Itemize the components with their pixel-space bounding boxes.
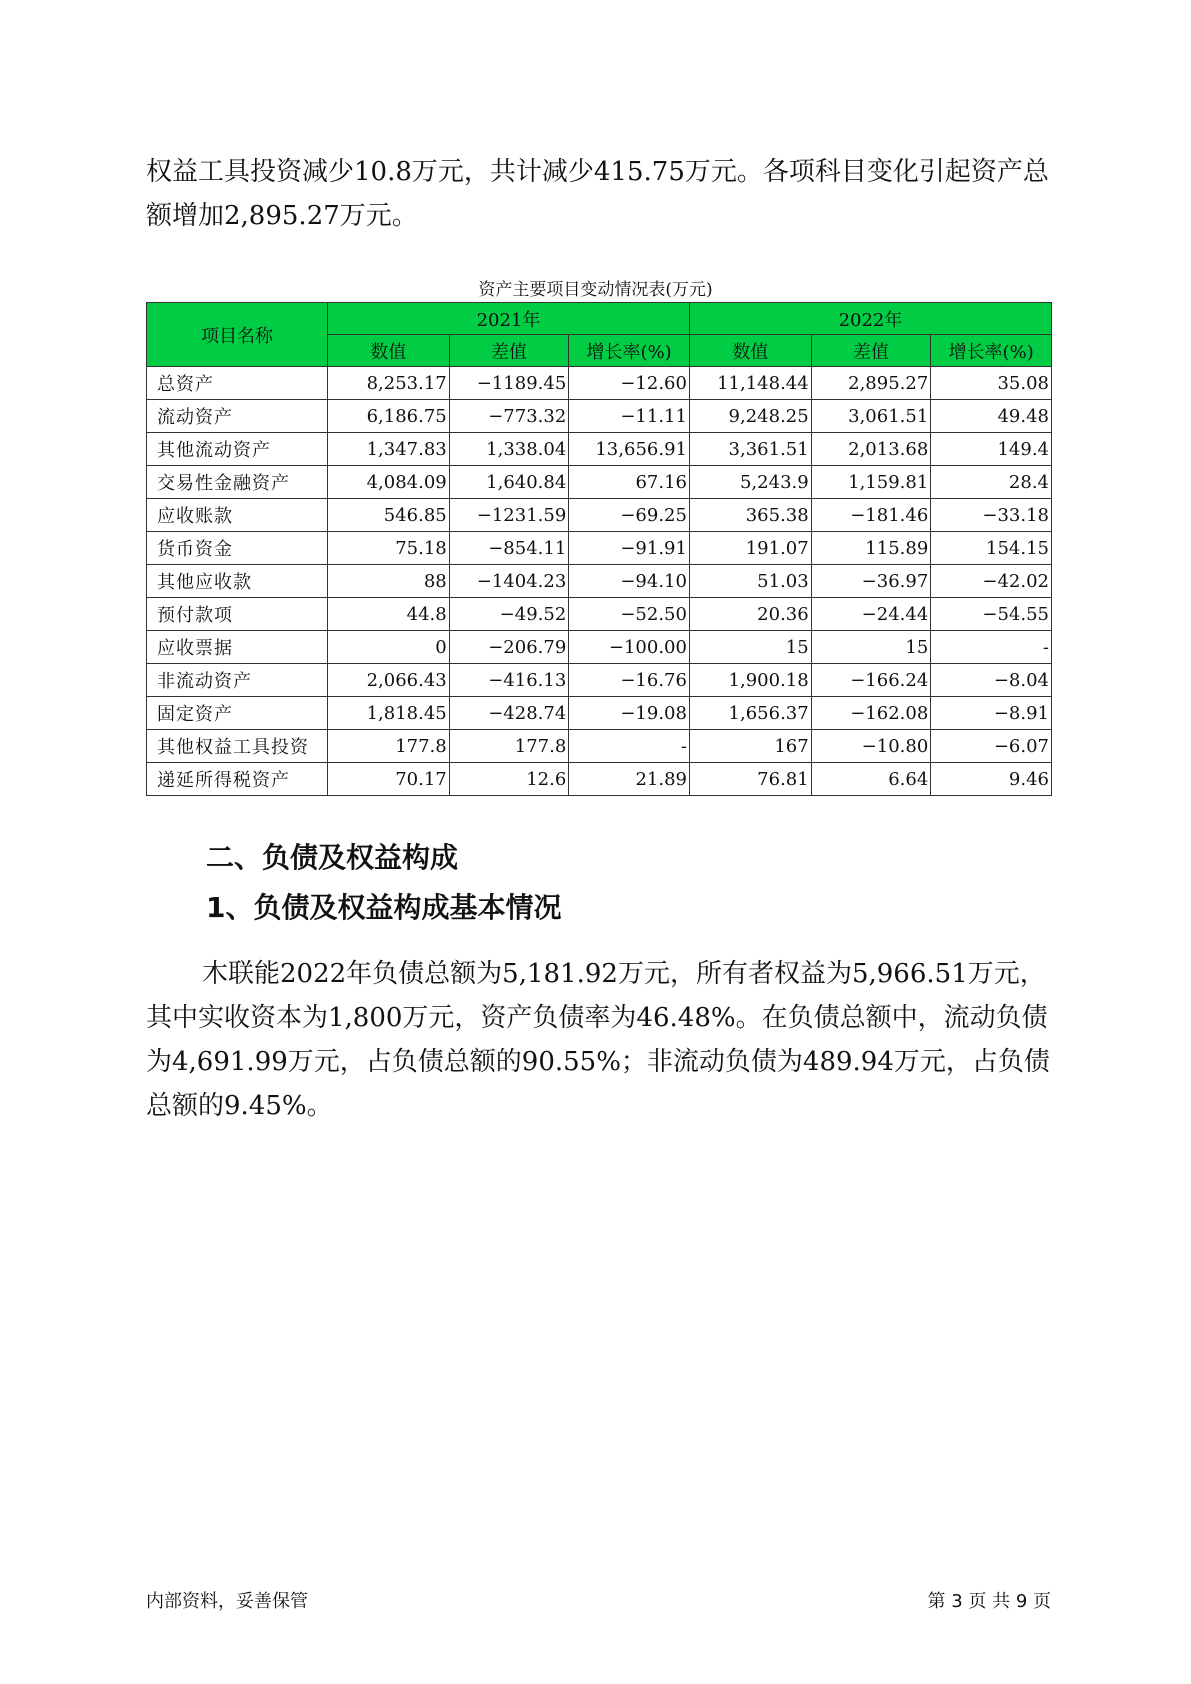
- table-row: [147, 565, 1052, 598]
- cell-diff-2021: 177.8: [449, 730, 569, 763]
- cell-growth-2022: 49.48: [931, 400, 1052, 433]
- intro-paragraph: 权益工具投资减少10.8万元，共计减少415.75万元。各项科目变化引起资产总额增加2,895.27万元。: [146, 157, 1049, 231]
- cell-growth-2021: −11.11: [569, 400, 690, 433]
- table-row: [147, 730, 1052, 763]
- table-row: [147, 400, 1052, 433]
- cell-value-2022: 1,656.37: [689, 697, 811, 730]
- table-row: [147, 433, 1052, 466]
- cell-growth-2022: 154.15: [931, 532, 1052, 565]
- cell-row-name: 交易性金融资产: [147, 466, 328, 499]
- table-row: [147, 763, 1052, 796]
- cell-growth-2021: 67.16: [569, 466, 690, 499]
- footer-page-number: 第 3 页 共 9 页: [927, 1591, 1051, 1612]
- header-item-name: 项目名称: [147, 303, 328, 367]
- cell-value-2022: 9,248.25: [689, 400, 811, 433]
- cell-diff-2021: −428.74: [449, 697, 569, 730]
- table-row: [147, 631, 1052, 664]
- cell-growth-2022: −54.55: [931, 598, 1052, 631]
- cell-diff-2022: 2,013.68: [811, 433, 931, 466]
- cell-value-2022: 1,900.18: [689, 664, 811, 697]
- header-year-2021: 2021年: [327, 303, 689, 335]
- cell-value-2022: 365.38: [689, 499, 811, 532]
- table-row: [147, 598, 1052, 631]
- cell-value-2021: 44.8: [327, 598, 449, 631]
- cell-row-name: 递延所得税资产: [147, 763, 328, 796]
- cell-value-2021: 1,347.83: [327, 433, 449, 466]
- header-col-growth-2022: 增长率(%): [931, 335, 1052, 367]
- section-2-1-heading: 1、负债及权益构成基本情况: [206, 891, 562, 924]
- cell-growth-2021: −91.91: [569, 532, 690, 565]
- cell-diff-2022: 1,159.81: [811, 466, 931, 499]
- cell-value-2022: 191.07: [689, 532, 811, 565]
- cell-growth-2022: −8.04: [931, 664, 1052, 697]
- cell-diff-2021: −49.52: [449, 598, 569, 631]
- cell-row-name: 货币资金: [147, 532, 328, 565]
- cell-growth-2022: 9.46: [931, 763, 1052, 796]
- cell-row-name: 其他权益工具投资: [147, 730, 328, 763]
- table-row: [147, 532, 1052, 565]
- cell-value-2021: 4,084.09: [327, 466, 449, 499]
- cell-row-name: 其他应收款: [147, 565, 328, 598]
- header-col-diff-2022: 差值: [811, 335, 931, 367]
- cell-row-name: 流动资产: [147, 400, 328, 433]
- table-header-row-years: [147, 303, 1052, 335]
- cell-growth-2021: -: [569, 730, 690, 763]
- cell-growth-2022: 28.4: [931, 466, 1052, 499]
- cell-diff-2021: −416.13: [449, 664, 569, 697]
- cell-diff-2021: −206.79: [449, 631, 569, 664]
- header-year-2022: 2022年: [689, 303, 1051, 335]
- cell-value-2021: 8,253.17: [327, 367, 449, 400]
- section-2-heading: 二、负债及权益构成: [206, 841, 459, 874]
- cell-row-name: 其他流动资产: [147, 433, 328, 466]
- cell-value-2022: 51.03: [689, 565, 811, 598]
- header-col-diff-2021: 差值: [449, 335, 569, 367]
- cell-growth-2022: −6.07: [931, 730, 1052, 763]
- cell-diff-2021: 1,640.84: [449, 466, 569, 499]
- cell-value-2021: 0: [327, 631, 449, 664]
- asset-change-table: [146, 302, 1052, 796]
- cell-row-name: 应收账款: [147, 499, 328, 532]
- table-caption: 资产主要项目变动情况表(万元): [478, 280, 713, 300]
- cell-diff-2021: −854.11: [449, 532, 569, 565]
- cell-value-2021: 88: [327, 565, 449, 598]
- table-row: [147, 697, 1052, 730]
- cell-growth-2021: −69.25: [569, 499, 690, 532]
- cell-row-name: 应收票据: [147, 631, 328, 664]
- footer-confidential-note: 内部资料，妥善保管: [146, 1591, 308, 1612]
- cell-diff-2022: −162.08: [811, 697, 931, 730]
- cell-diff-2022: −24.44: [811, 598, 931, 631]
- cell-diff-2021: −1231.59: [449, 499, 569, 532]
- cell-diff-2021: −773.32: [449, 400, 569, 433]
- cell-diff-2022: 6.64: [811, 763, 931, 796]
- cell-diff-2022: 3,061.51: [811, 400, 931, 433]
- cell-diff-2022: −10.80: [811, 730, 931, 763]
- header-col-value-2022: 数值: [689, 335, 811, 367]
- cell-value-2022: 76.81: [689, 763, 811, 796]
- cell-growth-2021: −94.10: [569, 565, 690, 598]
- cell-growth-2021: 13,656.91: [569, 433, 690, 466]
- cell-growth-2021: −52.50: [569, 598, 690, 631]
- cell-growth-2021: −19.08: [569, 697, 690, 730]
- cell-growth-2021: −12.60: [569, 367, 690, 400]
- cell-growth-2022: -: [931, 631, 1052, 664]
- cell-value-2022: 11,148.44: [689, 367, 811, 400]
- cell-value-2021: 177.8: [327, 730, 449, 763]
- table-row: [147, 466, 1052, 499]
- table-row: [147, 664, 1052, 697]
- cell-diff-2021: 1,338.04: [449, 433, 569, 466]
- cell-diff-2022: 15: [811, 631, 931, 664]
- cell-diff-2022: −166.24: [811, 664, 931, 697]
- cell-diff-2022: −181.46: [811, 499, 931, 532]
- cell-growth-2021: −16.76: [569, 664, 690, 697]
- cell-value-2022: 15: [689, 631, 811, 664]
- cell-growth-2022: −42.02: [931, 565, 1052, 598]
- cell-diff-2021: 12.6: [449, 763, 569, 796]
- table-row: [147, 367, 1052, 400]
- cell-value-2022: 5,243.9: [689, 466, 811, 499]
- cell-value-2021: 6,186.75: [327, 400, 449, 433]
- cell-diff-2021: −1404.23: [449, 565, 569, 598]
- header-col-growth-2021: 增长率(%): [569, 335, 690, 367]
- cell-value-2022: 20.36: [689, 598, 811, 631]
- cell-value-2021: 546.85: [327, 499, 449, 532]
- cell-growth-2021: 21.89: [569, 763, 690, 796]
- header-col-value-2021: 数值: [327, 335, 449, 367]
- cell-growth-2022: 35.08: [931, 367, 1052, 400]
- cell-growth-2022: −8.91: [931, 697, 1052, 730]
- cell-growth-2022: −33.18: [931, 499, 1052, 532]
- cell-row-name: 预付款项: [147, 598, 328, 631]
- liabilities-paragraph: 木联能2022年负债总额为5,181.92万元，所有者权益为5,966.51万元，其中实收资本为1,800万元，资产负债率为46.48%。在负债总额中，流动负债为4,691.99万元，占负债总额的90.55%；非流动负债为489.94万元，占负债总额的9.45%。: [146, 959, 1050, 1121]
- cell-row-name: 固定资产: [147, 697, 328, 730]
- table-body: [147, 367, 1052, 796]
- cell-diff-2022: −36.97: [811, 565, 931, 598]
- cell-row-name: 总资产: [147, 367, 328, 400]
- cell-growth-2022: 149.4: [931, 433, 1052, 466]
- cell-diff-2022: 2,895.27: [811, 367, 931, 400]
- cell-row-name: 非流动资产: [147, 664, 328, 697]
- cell-value-2021: 2,066.43: [327, 664, 449, 697]
- cell-growth-2021: −100.00: [569, 631, 690, 664]
- cell-diff-2021: −1189.45: [449, 367, 569, 400]
- cell-value-2021: 70.17: [327, 763, 449, 796]
- cell-diff-2022: 115.89: [811, 532, 931, 565]
- table-row: [147, 499, 1052, 532]
- cell-value-2022: 3,361.51: [689, 433, 811, 466]
- cell-value-2021: 75.18: [327, 532, 449, 565]
- cell-value-2021: 1,818.45: [327, 697, 449, 730]
- cell-value-2022: 167: [689, 730, 811, 763]
